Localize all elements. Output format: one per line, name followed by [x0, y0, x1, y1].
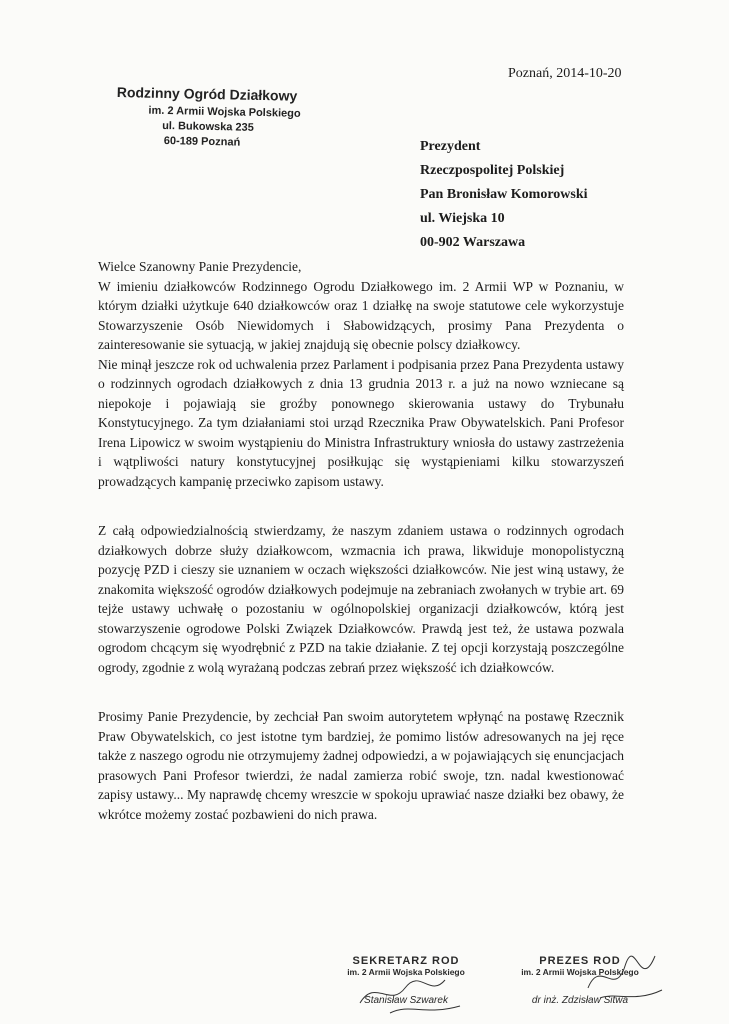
signature-role: PREZES ROD — [539, 955, 621, 967]
recipient-office: Rzeczpospolitej Polskiej — [420, 163, 565, 178]
paragraph-4: Prosimy Panie Prezydencie, by zechciał Pan swoim autorytetem wpłynąć na postawę Rzecznik Praw Obywatelskich, co jest istotne tym bardziej, że pomimo listów adresowanych na jej ręce także z naszego ogrodu nie otrzymujemy żadnej odpowiedzi, a w pojawiających się enuncjacjach prasowych Pani Profesor twierdzi, że nadal zamierza robić swoje, tzn. nadal kwestionować zapisy ustawy... My naprawdę chcemy wreszcie w spokoju uprawiać nasze działki bez obawy, że wkrótce możemy zostać pozbawieni do nich prawa. — [98, 709, 624, 822]
signature-president — [505, 955, 655, 1006]
signature-org: im. 2 Armii Wojska Polskiego — [347, 967, 465, 977]
signature-role: SEKRETARZ ROD — [352, 955, 460, 967]
paragraph-1: W imieniu działkowców Rodzinnego Ogrodu Działkowego im. 2 Armii WP w Poznaniu, w którym działki użytkuje 640 działkowców oraz 1 działkę na swoje statutowe cele wykorzystuje Stowarzyszenie Osób Niewidomych i Słabowidzących, prosimy Pana Prezydenta o zainteresowanie sie sytuacją, w jakiej znajdują się obecnie polscy działkowcy. — [98, 278, 624, 352]
signature-org: im. 2 Armii Wojska Polskiego — [521, 967, 639, 977]
sender-stamp — [116, 84, 302, 152]
signature-person: dr inż. Zdzisław Sitwa — [531, 995, 629, 1006]
salutation: Wielce Szanowny Panie Prezydencie, — [98, 259, 302, 274]
letter-date: Poznań, 2014-10-20 — [508, 66, 622, 81]
recipient-name: Pan Bronisław Komorowski — [420, 187, 588, 202]
paragraph-3: Z całą odpowiedzialnością stwierdzamy, że naszym zdaniem ustawa o rodzinnych ogrodach działkowych dobrze służy działkowcom, wzmacnia ich prawa, likwiduje monopolistyczną pozycję PZD i cieszy sie uznaniem w oczach większości działkowców. Nie jest winą ustawy, że znakomita większość ogrodów działkowych podejmuje na zebraniach zwołanych w trybie art. 69 tejże ustawy uchwałę o pozostaniu w ogólnopolskiej organizacji działkowców, którą jest stowarzyszenie ogrodowe Polski Związek Działkowców. Prawdą jest też, że ustawa pozwala ogrodom chcącym się wyodrębnić z PZD na takie działanie. Z tej opcji korzystają poszczególne ogrody, zgodnie z wolą wyrażaną podczas zebrań przez większość ich działkowców. — [98, 523, 624, 675]
sender-patron: im. 2 Armii Wojska Polskiego — [148, 104, 301, 120]
recipient-street: ul. Wiejska 10 — [420, 211, 505, 226]
sender-street: ul. Bukowska 235 — [162, 119, 254, 134]
recipient-address — [420, 135, 588, 255]
recipient-city: 00-902 Warszawa — [420, 235, 526, 250]
recipient-title: Prezydent — [420, 139, 481, 154]
letter-body — [98, 257, 624, 824]
sender-name: Rodzinny Ogród Działkowy — [116, 84, 298, 104]
sender-city: 60-189 Poznań — [163, 134, 241, 149]
signature-secretary — [336, 955, 476, 1006]
signature-person: Stanisław Szwarek — [364, 995, 448, 1006]
paragraph-2: Nie minął jeszcze rok od uchwalenia przez Parlament i podpisania przez Pana Prezydenta ustawy o rodzinnych ogrodach działkowych z dnia 13 grudnia 2013 r. a już na nowo wzniecane są niepokoje i pojawiają sie groźby ponownego skierowania ustawy do Trybunału Konstytucyjnego. Za tym działaniami stoi urząd Rzecznika Praw Obywatelskich. Pani Profesor Irena Lipowicz w swoim wystąpieniu do Ministra Infrastruktury wniosła do ustawy zastrzeżenia i wątpliwości natury konstytucyjnej posiłkując się wystąpieniami kilku stowarzyszeń prowadzących kampanię przeciwko zapisom ustawy. — [98, 356, 624, 489]
